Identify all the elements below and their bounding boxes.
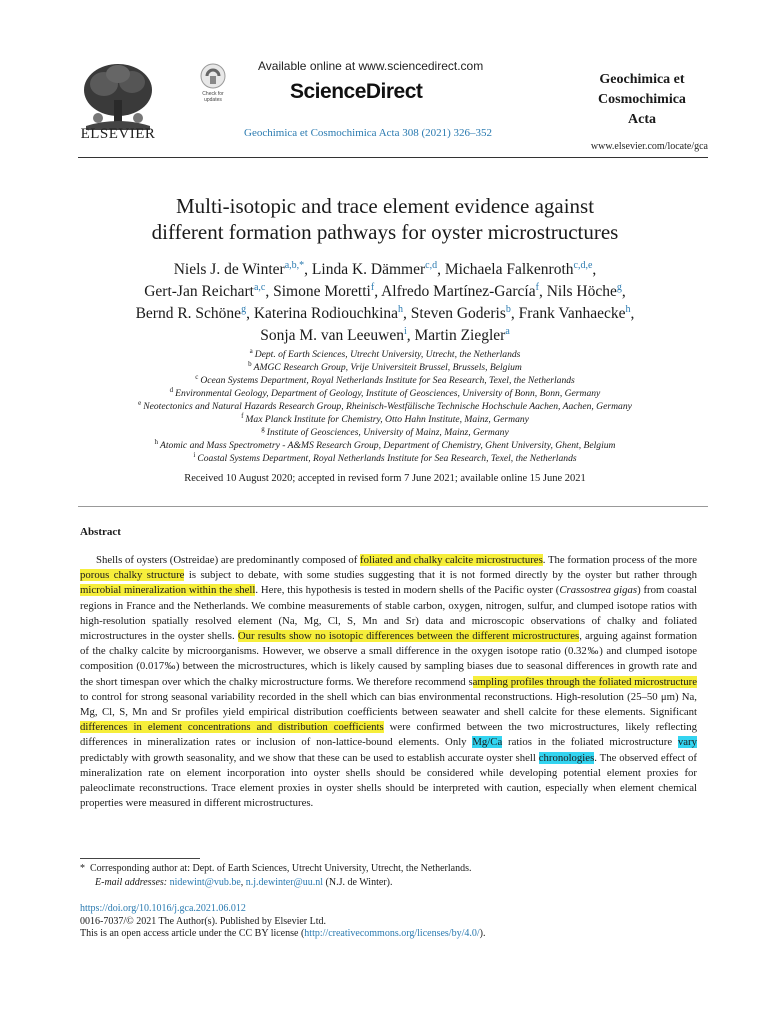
author-line: Gert-Jan Reichart$^{a,c}$, Simone Moretti$^f$, Alfredo Martínez-García$^f$, Nils Höche$^g$, (144, 281, 626, 300)
highlighted-text: Our results show no isotopic differences between the different microstructures (237, 630, 580, 643)
sciencedirect-logo[interactable]: ScienceDirect (290, 80, 423, 103)
license-prefix: This is an open access article under the CC BY license ( (80, 928, 305, 939)
corresponding-line (80, 862, 700, 876)
affiliation-marker[interactable]: g (616, 281, 622, 293)
author-name: Steven Goderis (410, 305, 506, 322)
abstract-text: is subject to debate, with some studies suggesting that it is not formed directly by the oyster but rather through (184, 569, 697, 582)
publisher-name: ELSEVIER (80, 126, 156, 142)
abstract-text: . The observed effect of mineralization rate on element incorporation into oyster shells should be considered while developing potential element proxies for paleoclimate reconstructions. Trace element proxies in oyster shells should be interpreted with caution, especially when element chemical properties were measured in different microstructures. (80, 751, 698, 810)
author-line: Bernd R. Schöne$^g$, Katerina Rodiouchkina$^h$, Steven Goderis$^b$, Frank Vanhaecke$^h$, (135, 303, 635, 322)
journal-title-line: Cosmochimica (598, 92, 686, 107)
journal-title-line: Acta (628, 112, 656, 127)
highlighted-text-cyan: chronologies (538, 751, 595, 764)
journal-citation-link[interactable]: Geochimica et Cosmochimica Acta 308 (2021) 326–352 (244, 127, 493, 139)
journal-url[interactable]: www.elsevier.com/locate/gca (590, 141, 708, 152)
author-line: Sonja M. van Leeuwen$^i$, Martin Ziegler$^a$ (260, 325, 510, 344)
received-dates: Received 10 August 2020; accepted in revised form 7 June 2021; available online 15 June 2021 (184, 473, 586, 484)
affiliation-marker[interactable]: a,b,* (284, 259, 305, 271)
highlighted-text: differences in element concentrations and distribution coefficients (80, 721, 384, 734)
author-name: Gert-Jan Reichart (144, 283, 254, 300)
affiliation-marker[interactable]: f (535, 281, 539, 293)
journal-title-line: Geochimica et (599, 72, 685, 87)
affiliation-marker[interactable]: h (398, 303, 404, 315)
affiliation-item (40, 387, 730, 400)
affiliation-text: Institute of Geosciences, University of Mainz, Mainz, Germany (266, 427, 509, 438)
author-name: Alfredo Martínez-García (381, 283, 536, 300)
author-name: Michaela Falkenroth (444, 261, 574, 278)
affiliation-list (40, 348, 730, 465)
svg-text:updates: updates (204, 97, 222, 103)
affiliation-item (40, 426, 730, 439)
affiliation-marker[interactable]: h (625, 303, 631, 315)
affiliation-text: Ocean Systems Department, Royal Netherlands Institute for Sea Research, Texel, the Netherlands (200, 375, 575, 386)
author-line: Niels J. de Winter$^{a,b,*}$, Linda K. Dämmer$^{c,d}$, Michaela Falkenroth$^{c,d,e}$, (173, 259, 597, 278)
footnote-divider (80, 858, 200, 859)
highlighted-text: porous chalky structure (80, 569, 185, 582)
affiliation-key: e (138, 398, 142, 407)
affiliation-key: g (261, 424, 265, 433)
affiliation-marker[interactable]: i (403, 325, 407, 337)
author-name: Simone Moretti (273, 283, 371, 300)
title-line: different formation pathways for oyster microstructures (151, 220, 619, 244)
affiliation-key: d (169, 385, 174, 394)
corresponding-text: Corresponding author at: Dept. of Earth Sciences, Utrecht University, Utrecht, the Netherlands. (90, 863, 472, 874)
email-suffix: (N.J. de Winter). (323, 877, 393, 888)
email-separator: , (240, 877, 246, 888)
check-for-updates-icon[interactable] (196, 62, 230, 104)
affiliation-marker[interactable]: b (505, 303, 511, 315)
author-name: Katerina Rodiouchkina (253, 305, 399, 322)
affiliation-text: Coastal Systems Department, Royal Netherlands Institute for Sea Research, Texel, the Netherlands (197, 453, 577, 464)
issn-copyright: 0016-7037/© 2021 The Author(s). Published by Elsevier Ltd. (80, 915, 327, 927)
abstract-text: ) from coastal regions in France and the Netherlands. We combine measurements of stable carbon, oxygen, nitrogen, sulfur, and clumped isotope ratios with high-resolution spatially resolved element (Na, Mg, Cl, S, Mn and Sr) data and microscopic observations of chalky and foliated microstructures in the oyster shells. (80, 584, 697, 643)
abstract-text: , arguing against formation of the chalky calcite by microorganisms. However, we observe a small difference in the oxygen isotope ratio (0.32‰) and clumped isotope composition (0.017‰) between the microstructures, which is likely caused by sampling biases due to seasonal differences in growth rate and the short timespan over which the chalky microstructure forms. We therefore recommend s (80, 630, 698, 688)
affiliation-key: f (241, 411, 244, 420)
affiliation-key: h (154, 437, 159, 446)
affiliation-item (40, 413, 730, 426)
affiliation-item (40, 452, 730, 465)
corresponding-mark: * (80, 863, 85, 874)
abstract-text: Shells of oysters (Ostreidae) are predominantly composed of (96, 554, 361, 566)
affiliation-marker[interactable]: f (370, 281, 375, 293)
affiliation-text: Neotectonics and Natural Hazards Research Group, Rheinisch-Westfälische Technische Hochschule Aachen, Aachen, Germany (143, 401, 632, 412)
author-name: Niels J. de Winter (173, 261, 285, 278)
affiliation-item (40, 348, 730, 361)
corresponding-footnote (80, 862, 700, 890)
svg-text:Check for: Check for (202, 91, 224, 97)
affiliation-item (40, 361, 730, 374)
highlighted-text-cyan: Mg/Ca (472, 736, 503, 749)
affiliation-marker[interactable]: a (505, 325, 510, 337)
abstract-text: . Here, this hypothesis is tested in modern shells of the Pacific oyster ( (255, 584, 560, 597)
email-link-1[interactable]: nidewint@vub.be (169, 877, 241, 888)
license-line (80, 928, 700, 941)
section-divider (78, 506, 708, 507)
author-name: Sonja M. van Leeuwen (260, 327, 404, 344)
abstract-text: . The formation process of the more (542, 554, 697, 566)
species-name: Crassostrea gigas (559, 584, 638, 597)
doi-license-block (80, 903, 700, 941)
abstract-text: ratios in the foliated microstructure (502, 736, 678, 749)
affiliation-text: Environmental Geology, Department of Geology, Institute of Geosciences, University of Bonn, Bonn, Germany (175, 388, 601, 399)
highlighted-text: ampling profiles through the foliated microstructure (472, 675, 697, 688)
header-divider (78, 157, 708, 158)
affiliation-item (40, 400, 730, 413)
author-name: Linda K. Dämmer (311, 261, 426, 278)
affiliation-item (40, 374, 730, 387)
affiliation-marker[interactable]: a,c (253, 281, 266, 293)
doi-link[interactable]: https://doi.org/10.1016/j.gca.2021.06.012 (80, 903, 246, 914)
abstract-text: to control for strong seasonal variability recorded in the shell which can bias environmental reconstructions. High-resolution (25–50 μm) Na, Mg, Cl, S, Mn and Sr profiles yield empirical distribution coefficients between seawater and shell calcite for these elements. Significant (80, 690, 697, 719)
affiliation-text: Atomic and Mass Spectrometry - A&MS Research Group, Department of Chemistry, Ghent University, Ghent, Belgium (160, 440, 616, 451)
affiliation-text: Dept. of Earth Sciences, Utrecht University, Utrecht, the Netherlands (254, 349, 521, 360)
author-name: Bernd R. Schöne (135, 305, 242, 322)
email-label: E-mail addresses: (95, 877, 168, 888)
highlighted-text: microbial mineralization within the shell (80, 584, 256, 597)
article-title (40, 193, 730, 245)
license-link[interactable]: http://creativecommons.org/licenses/by/4.0/ (304, 928, 480, 939)
abstract-text: predictably with growth seasonality, and we show that these can be used to establish accurate oyster shell (80, 751, 539, 764)
license-suffix: ). (479, 928, 486, 939)
affiliation-text: AMGC Research Group, Vrije Universiteit Brussel, Brussels, Belgium (253, 362, 522, 373)
affiliation-key: c (195, 372, 199, 381)
author-name: Nils Höche (546, 283, 617, 300)
highlighted-text: foliated and chalky calcite microstructures (360, 554, 543, 566)
email-line (80, 876, 700, 890)
abstract-body (80, 553, 697, 811)
author-list (40, 259, 730, 347)
affiliation-item (40, 439, 730, 452)
affiliation-text: Max Planck Institute for Chemistry, Otto Hahn Institute, Mainz, Germany (245, 414, 529, 425)
highlighted-text-cyan: vary (677, 736, 697, 749)
journal-title (575, 70, 709, 130)
author-name: Martin Ziegler (414, 327, 506, 344)
affiliation-marker[interactable]: c,d (425, 259, 438, 271)
affiliation-key: a (249, 346, 253, 355)
affiliation-marker[interactable]: c,d,e (573, 259, 593, 271)
abstract-text: were confirmed between the two microstructures, likely reflecting differences in mineralization rates or inclusion of non-lattice-bound elements. Only (80, 721, 697, 749)
affiliation-key: i (193, 450, 196, 459)
available-online-text: Available online at www.sciencedirect.com (258, 59, 484, 73)
abstract-heading: Abstract (80, 526, 121, 538)
email-link-2[interactable]: n.j.dewinter@uu.nl (245, 877, 324, 888)
title-line: Multi-isotopic and trace element evidence against (175, 194, 595, 218)
affiliation-marker[interactable]: g (241, 303, 247, 315)
affiliation-key: b (248, 359, 252, 368)
author-name: Frank Vanhaecke (518, 305, 626, 322)
